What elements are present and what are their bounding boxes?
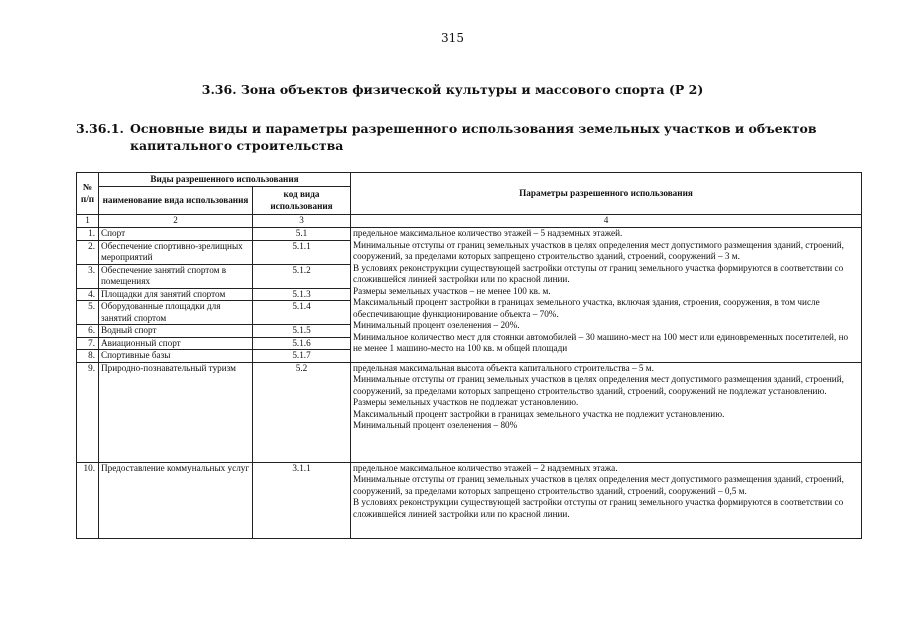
param-line: Размеры земельных участков не подлежат установлению. xyxy=(353,397,579,407)
row-num: 8. xyxy=(77,350,99,363)
usage-table xyxy=(76,172,862,539)
row-code: 5.1.2 xyxy=(253,264,351,288)
param-line: Максимальный процент застройки в границах земельного участка, включая здания, строения, сооружения, в том числе обеспечивающие функционирование объекта – 70%. xyxy=(353,297,820,319)
subsection-heading xyxy=(76,120,876,154)
row-name: Оборудованные площадки для занятий спортом xyxy=(99,301,253,325)
row-num: 7. xyxy=(77,337,99,350)
subsection-number: 3.36.1. xyxy=(76,121,124,136)
row-num: 3. xyxy=(77,264,99,288)
col-number: 4 xyxy=(351,215,862,228)
header-params: Параметры разрешенного использования xyxy=(351,173,862,215)
param-line: В условиях реконструкции существующей застройки отступы от границ земельного участка формируются в соответствии со сложившейся линией застройки или по красной линии. xyxy=(353,497,844,519)
section-title: 3.36. Зона объектов физической культуры и массового спорта (Р 2) xyxy=(201,82,704,97)
row-num: 10. xyxy=(77,462,99,538)
param-line: предельное максимальное количество этажей – 5 надземных этажей. xyxy=(353,228,623,238)
col-number: 3 xyxy=(253,215,351,228)
col-number: 1 xyxy=(77,215,99,228)
row10-params xyxy=(351,462,862,538)
param-line: Минимальный процент озеленения – 80% xyxy=(353,420,518,430)
group1-params xyxy=(351,228,862,363)
header-num: № п/п xyxy=(77,173,99,215)
col-number: 2 xyxy=(99,215,253,228)
row-code: 3.1.1 xyxy=(253,462,351,538)
header-name: наименование вида использования xyxy=(99,187,253,215)
param-line: предельное максимальное количество этажей – 2 надземных этажа. xyxy=(353,462,618,473)
row-num: 5. xyxy=(77,301,99,325)
header-code: код вида использования xyxy=(253,187,351,215)
param-line: Минимальные отступы от границ земельных участков в целях определения мест допустимого размещения зданий, строений, сооружений, за пределами которых запрещено строительство зданий, строений, сооружений – 3 м. xyxy=(353,239,844,261)
row-code: 5.1.6 xyxy=(253,337,351,350)
row-num: 1. xyxy=(77,228,99,241)
subsection-text: Основные виды и параметры разрешенного использования земельных участков и объектов капитального строительства xyxy=(130,121,817,153)
param-line: Минимальное количество мест для стоянки автомобилей – 30 машино-мест на 100 мест или единовременных посетителей, но не менее 1 машино-место на 100 кв. м общей площади xyxy=(353,331,849,353)
row-num: 9. xyxy=(77,362,99,462)
row-num: 2. xyxy=(77,240,99,264)
row-code: 5.1.1 xyxy=(253,240,351,264)
row-name: Площадки для занятий спортом xyxy=(99,288,253,301)
row-name: Предоставление коммунальных услуг xyxy=(99,462,253,538)
header-types-group: Виды разрешенного использования xyxy=(99,173,351,187)
param-line: Максимальный процент застройки в границах земельного участка не подлежит установлению. xyxy=(353,408,725,419)
row-name: Природно-познавательный туризм xyxy=(99,362,253,462)
row9-params xyxy=(351,362,862,462)
page-number: 315 xyxy=(441,31,464,45)
row-name: Обеспечение занятий спортом в помещениях xyxy=(99,264,253,288)
param-line: предельная максимальная высота объекта капитального строительства – 5 м. xyxy=(353,362,654,373)
param-line: Размеры земельных участков – не менее 100 кв. м. xyxy=(353,285,551,296)
row-code: 5.2 xyxy=(253,362,351,462)
row-name: Водный спорт xyxy=(99,325,253,338)
row-name: Авиационный спорт xyxy=(99,337,253,350)
row-name: Спортивные базы xyxy=(99,350,253,363)
row-code: 5.1.5 xyxy=(253,325,351,338)
row-num: 4. xyxy=(77,288,99,301)
row-num: 6. xyxy=(77,325,99,338)
param-line: Минимальные отступы от границ земельных участков в целях определения мест допустимого размещения зданий, строений, сооружений, за пределами которых запрещено строительство зданий, строений, сооружений – 0,5 м. xyxy=(353,474,844,496)
param-line: Минимальные отступы от границ земельных участков в целях определения мест допустимого размещения зданий, строений, сооружений, за пределами которых запрещено строительство зданий, строений, сооружений не подлежат установлению. xyxy=(353,374,844,396)
row-code: 5.1.4 xyxy=(253,301,351,325)
row-name: Обеспечение спортивно-зрелищных мероприятий xyxy=(99,240,253,264)
row-code: 5.1.7 xyxy=(253,350,351,363)
param-line: В условиях реконструкции существующей застройки отступы от границ земельного участка формируются в соответствии со сложившейся линией застройки или по красной линии. xyxy=(353,262,844,284)
row-code: 5.1 xyxy=(253,228,351,241)
row-code: 5.1.3 xyxy=(253,288,351,301)
param-line: Минимальный процент озеленения – 20%. xyxy=(353,320,520,330)
row-name: Спорт xyxy=(99,228,253,241)
